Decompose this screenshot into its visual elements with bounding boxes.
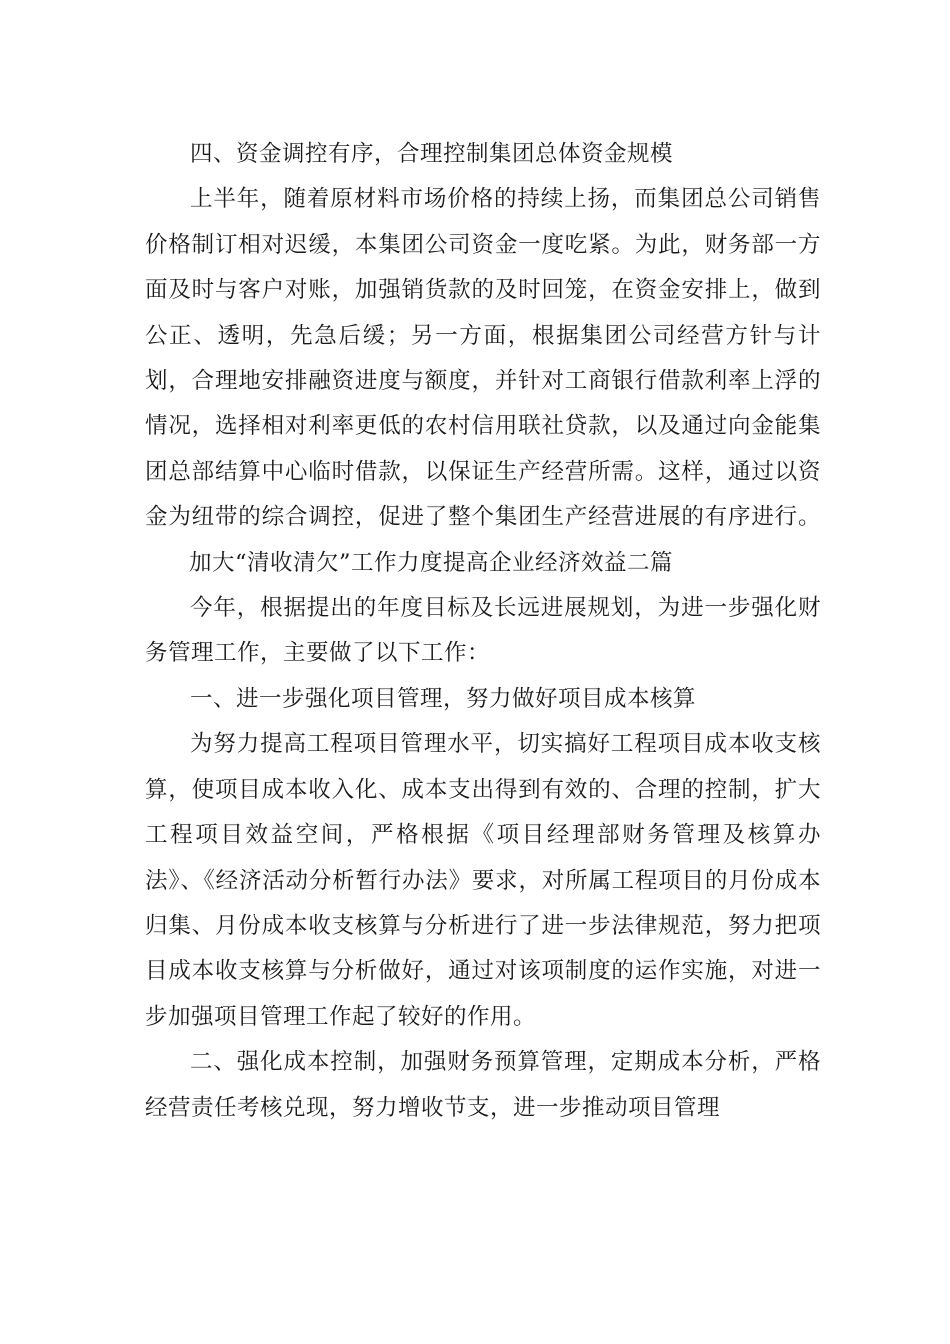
section-heading-cost-control: 二、强化成本控制，加强财务预算管理，定期成本分析，严格经营责任考核兑现，努力增收节支，进一步推动项目管理 bbox=[145, 1049, 821, 1121]
section-heading-funds-control: 四、资金调控有序，合理控制集团总体资金规模 bbox=[190, 141, 674, 167]
paragraph-project-management-body: 为努力提高工程项目管理水平，切实搞好工程项目成本收支核算，使项目成本收入化、成本支出得到有效的、合理的控制，扩大工程项目效益空间，严格根据《项目经理部财务管理及核算办法》、《经济活动分析暂行办法》要求，对所属工程项目的月份成本归集、月份成本收支核算与分析进行了进一步法律规范，努力把项目成本收支核算与分析做好，通过对该项制度的运作实施，对进一步加强项目管理工作起了较好的作用。 bbox=[145, 731, 821, 1030]
paragraph-funds-control-body bbox=[145, 177, 821, 586]
document-body bbox=[145, 132, 821, 1131]
paragraph-intro: 今年，根据提出的年度目标及长远进展规划，为进一步强化财务管理工作，主要做了以下工作： bbox=[145, 595, 821, 667]
section-heading-project-management: 一、进一步强化项目管理，努力做好项目成本核算 bbox=[190, 685, 697, 712]
paragraph-text: 上半年，随着原材料市场价格的持续上扬，而集团总公司销售价格制订相对迟缓，本集团公司资金一度吃紧。为此，财务部一方面及时与客户对账，加强销货款的及时回笼，在资金安排上，做到公正、透明，先急后缓；另一方面，根据集团公司经营方针与计划，合理地安排融资进度与额度，并针对工商银行借款利率上浮的情况，选择相对利率更低的农村信用联社贷款，以及通过向金能集团总部结算中心临时借款，以保证生产经营所需。这样，通过以资金为纽带的综合调控，促进了整个集团生产经营进展的有序进行。 bbox=[145, 186, 821, 531]
inline-article-title: 加大“清收清欠”工作力度提高企业经济效益二篇 bbox=[189, 549, 674, 576]
